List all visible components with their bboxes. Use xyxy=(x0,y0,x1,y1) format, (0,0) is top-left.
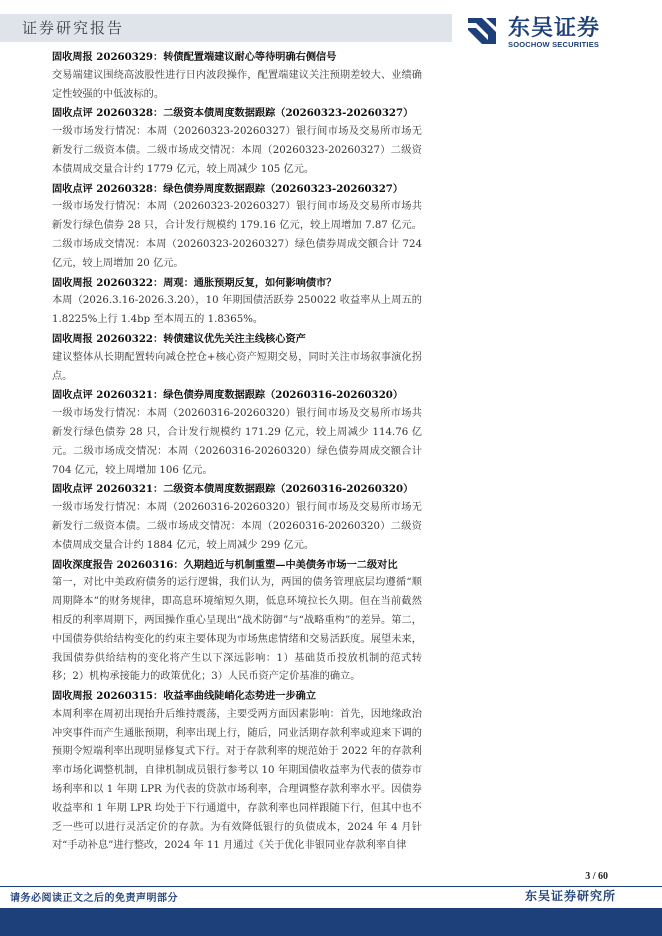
report-entry-summary: 一级市场发行情况：本周（20260316-20260320）银行间市场及交易所市场共新发行绿色债券 28 只，合计发行规模约 171.29 亿元，较上周减少 114.76 亿元。二级市场成交情况：本周（20260316-20260320）绿色债券周成交额合计 704 亿元，较上周增加 106 亿元。 xyxy=(52,408,422,476)
report-entry xyxy=(52,556,422,688)
report-type-label: 证券研究报告 xyxy=(22,19,125,37)
page-number: 3 / 60 xyxy=(585,871,608,882)
report-entry-summary: 第一，对比中美政府债务的运行逻辑，我们认为，两国的债务管理底层均遵循“顺周期降本”的财务规律，即高息环境缩短久期，低息环境拉长久期。但在当前截然相反的利率周期下，两国操作重心呈现出“战术防御”与“战略重构”的差异。第二，中国债券供给结构变化的约束主要体现为市场焦虑情绪和交易活跃度。展望未来，我国债券供给结构的变化将产生以下深远影响：1）基础货币投放机制的范式转移；2）机构承接能力的政策优化；3）人民币资产定价基准的确立。 xyxy=(52,577,422,683)
report-entry-summary: 交易端建议围绕高波股性进行日内波段操作，配置端建议关注预期差较大、业绩确定性较强的中低波标的。 xyxy=(52,69,422,100)
report-entry-title: 固收点评 20260321：绿色债券周度数据跟踪（20260316-20260320） xyxy=(52,389,404,402)
soochow-securities-logo xyxy=(462,10,652,54)
report-entry-summary: 本周（2026.3.16-2026.3.20），10 年期国债活跃券 250022 收益率从上周五的 1.8225%上行 1.4bp 至本周五的 1.8365%。 xyxy=(52,295,422,326)
report-entry-title: 固收周报 20260315：收益率曲线陡峭化态势进一步确立 xyxy=(52,690,317,703)
report-entry xyxy=(52,104,422,179)
report-entry-summary: 一级市场发行情况：本周（20260323-20260327）银行间市场及交易所市场无新发行二级资本债。二级市场成交情况：本周（20260323-20260327）二级资本债周成交量合计约 1779 亿元，较上周减少 105 亿元。 xyxy=(52,126,422,175)
report-entry-summary: 一级市场发行情况：本周（20260323-20260327）银行间市场及交易所市场共新发行绿色债券 28 只，合计发行规模约 179.16 亿元，较上周增加 7.87 亿元。二级市场成交情况：本周（20260323-20260327）绿色债券周成交额合计 724 亿元，较上周增加 20 亿元。 xyxy=(52,201,422,269)
report-entry-title: 固收周报 20260329：转债配置端建议耐心等待明确右侧信号 xyxy=(52,51,337,63)
report-type-banner xyxy=(0,14,452,42)
report-entry xyxy=(52,480,422,555)
report-entry-title: 固收周报 20260322：周观：通胀预期反复，如何影响债市？ xyxy=(52,276,337,289)
logo-chinese-name: 东吴证券 xyxy=(508,16,601,41)
soochow-logo-icon xyxy=(462,10,502,50)
report-entry-summary: 建议整体从长期配置转向减仓控仓+核心资产短期交易，同时关注市场叙事演化拐点。 xyxy=(52,351,422,382)
report-entry xyxy=(52,180,422,274)
logo-english-name: SOOCHOW SECURITIES xyxy=(508,40,600,49)
report-entry xyxy=(52,274,422,330)
institute-name: 东吴证券研究所 xyxy=(524,889,616,903)
report-entry-title: 固收周报 20260322：转债建议优先关注主线核心资产 xyxy=(52,332,306,345)
report-entry-summary: 本周利率在周初出现抬升后维持震荡，主要受两方面因素影响：首先，因地缘政治冲突事件而产生通胀预期，利率出现上行，随后，同业活期存款利率或迎来下调的预期令短端利率出现明显修复式下行。对于存款利率的规范始于 2022 年的存款利率市场化调整机制，自律机制成员银行参考以 10 年期国债收益率为代表的债券市场利率和以 1 年期 LPR 为代表的贷款市场利率，合理调整存款利率水平。因债券收益率和 1 年期 LPR 均处于下行通道中，存款利率也同样跟随下行，但其中也不乏一些可以进行灵活定价的存款。为有效降低银行的负债成本，2024 年 4 月针对“手动补息”进行整改，2024 年 11 月通过《关于优化非银同业存款利率自律 xyxy=(52,708,422,852)
report-entry-title: 固收点评 20260328：绿色债券周度数据跟踪（20260323-20260327） xyxy=(52,182,404,195)
report-entry-title: 固收深度报告 20260316：久期趋近与机制重塑—中美债务市场一二级对比 xyxy=(52,558,398,571)
report-entry-summary: 一级市场发行情况：本周（20260316-20260320）银行间市场及交易所市场无新发行二级资本债。二级市场成交情况：本周（20260316-20260320）二级资本债周成交量合计约 1884 亿元，较上周减少 299 亿元。 xyxy=(52,502,422,551)
disclaimer-note: 请务必阅读正文之后的免责声明部分 xyxy=(10,893,178,904)
footer-bar xyxy=(0,908,662,936)
report-entry-title: 固收点评 20260321：二级资本债周度数据跟踪（20260316-20260320） xyxy=(52,483,414,496)
report-list xyxy=(52,48,422,856)
report-entry xyxy=(52,48,422,104)
report-entry-title: 固收点评 20260328：二级资本债周度数据跟踪（20260323-20260327） xyxy=(52,107,414,120)
report-entry xyxy=(52,330,422,386)
report-entry xyxy=(52,386,422,480)
report-entry xyxy=(52,687,422,856)
